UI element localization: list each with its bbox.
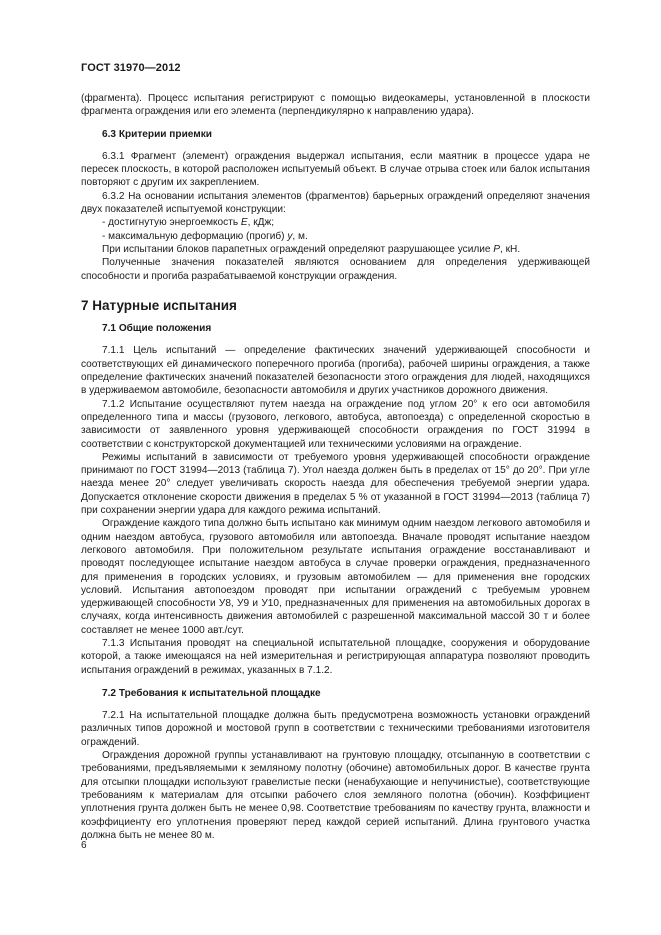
section-heading-7-1: 7.1 Общие положения [102,323,212,335]
document-header: ГОСТ 31970—2012 [81,62,181,74]
paragraph-test-types: Ограждение каждого типа должно быть испытано как минимум одним наездом легкового автомобиля и одним наездом автобуса, грузового автомобиля или автопоезда. Вначале проводят испытание наездом легкового автомобиля. При положительном результате испытания ограждение восстанавливают и проводят последующее испытание наездом автобуса в случае проверки ограждения, предназначенного для применения в городских условиях, и грузовым автомобилем — для применения вне городских условий. Испытания автопоездом проводят при испытании ограждений с требуемым уровнем удерживающей способности У8, У9 и У10, предназначенных для применения на автомобильных дорогах в случаях, когда интенсивность движения автомобилей с разрешенной максимальной массой 30 т и более составляет не менее 1000 авт./сут. [81,518,590,636]
page-number: 6 [81,840,87,851]
section-heading-6-3: 6.3 Критерии приемки [102,128,212,140]
paragraph-7-1-2: 7.1.2 Испытание осуществляют путем наезда на ограждение под углом 20° к его оси автомобиля определенного типа и массы (грузового, легкового, автобуса, автопоезда) с определенной скоростью в зависимости от заявленного уровня удерживающей способности ограждения по ГОСТ 31994 в соответствии с конструкторской документацией или техническими условиями на ограждение. [81,398,590,450]
document-body [81,92,590,842]
paragraph-7-2-1: 7.2.1 На испытательной площадке должна быть предусмотрена возможность установки ограждений различных типов дорожной и мостовой групп в соответствии с техническими требованиями изготовителя ограждений. [81,710,590,748]
paragraph-parapet: При испытании блоков парапетных ограждений определяют разрушающее усилие P, кН. [102,243,521,255]
list-item-deformation: - максимальную деформацию (прогиб) y, м. [102,230,308,242]
paragraph-6-3-1: 6.3.1 Фрагмент (элемент) ограждения выдержал испытания, если маятник в процессе удара не пересек плоскость, в которой расположен испытуемый объект. В случае отрыва стоек или балок испытания повторяют с другим их закреплением. [81,150,590,189]
paragraph-6-3-2: 6.3.2 На основании испытания элементов (фрагментов) барьерных ограждений определяют значения двух показателей испытуемой конструкции: [81,190,590,216]
section-heading-7-2: 7.2 Требования к испытательной площадке [102,687,321,699]
list-item-energy: - достигнутую энергоемкость E, кДж; [102,217,275,229]
paragraph-results: Полученные значения показателей являются основанием для определения удерживающей способности и прогиба разрабатываемой конструкции ограждения. [81,257,590,282]
paragraph-7-1-1: 7.1.1 Цель испытаний — определение фактических значений удерживающей способности и соответствующих ей динамического поперечного прогиба (прогиба), рабочей ширины ограждения, а также определение фактических значений показателей безопасности этого ограждения для людей, находящихся в удерживаемом автомобиле, безопасности автомобиля и других участников дорожного движения. [81,345,590,397]
paragraph-road-group: Ограждения дорожной группы устанавливают на грунтовую площадку, отсыпанную в соответствии с требованиями, предъявляемыми к земляному полотну (обочине) автомобильных дорог. В качестве грунта для отсыпки площадки используют гравелистые пески (ненабухающие и непучинистые), соответствующие требованиям к материалам для отсыпки рабочего слоя земляного полотна (обочин). Коэффициент уплотнения грунта должен быть не менее 0,98. Соответствие требованиям по качеству грунта, влажности и коэффициенту его уплотнения проверяют перед каждой серией испытаний. Длина грунтового участка должна быть не менее 80 м. [81,750,590,841]
paragraph-continued: (фрагмента). Процесс испытания регистрируют с помощью видеокамеры, установленной в плоскости фрагмента ограждения или его элемента (перпендикулярно к направлению удара). [81,93,590,118]
paragraph-test-modes: Режимы испытаний в зависимости от требуемого уровня удерживающей способности ограждение принимают по ГОСТ 31994—2013 (таблица 7). Угол наезда должен быть в пределах от 15° до 20°. При угле наезда менее 20° следует увеличивать скорость наезда для обеспечения требуемой энергии удара. Допускается отклонение скорости движения в пределах 5 % от указанной в ГОСТ 31994—2013 (таблица 7) при сохранении энергии удара для каждого режима испытаний. [81,451,590,517]
section-heading-7: 7 Натурные испытания [81,297,237,313]
paragraph-7-1-3: 7.1.3 Испытания проводят на специальной испытательной площадке, сооружения и оборудование которой, а также имеющаяся на ней измерительная и регистрирующая аппаратура позволяют проводить испытания ограждений в режимах, указанных в 7.1.2. [81,637,590,676]
